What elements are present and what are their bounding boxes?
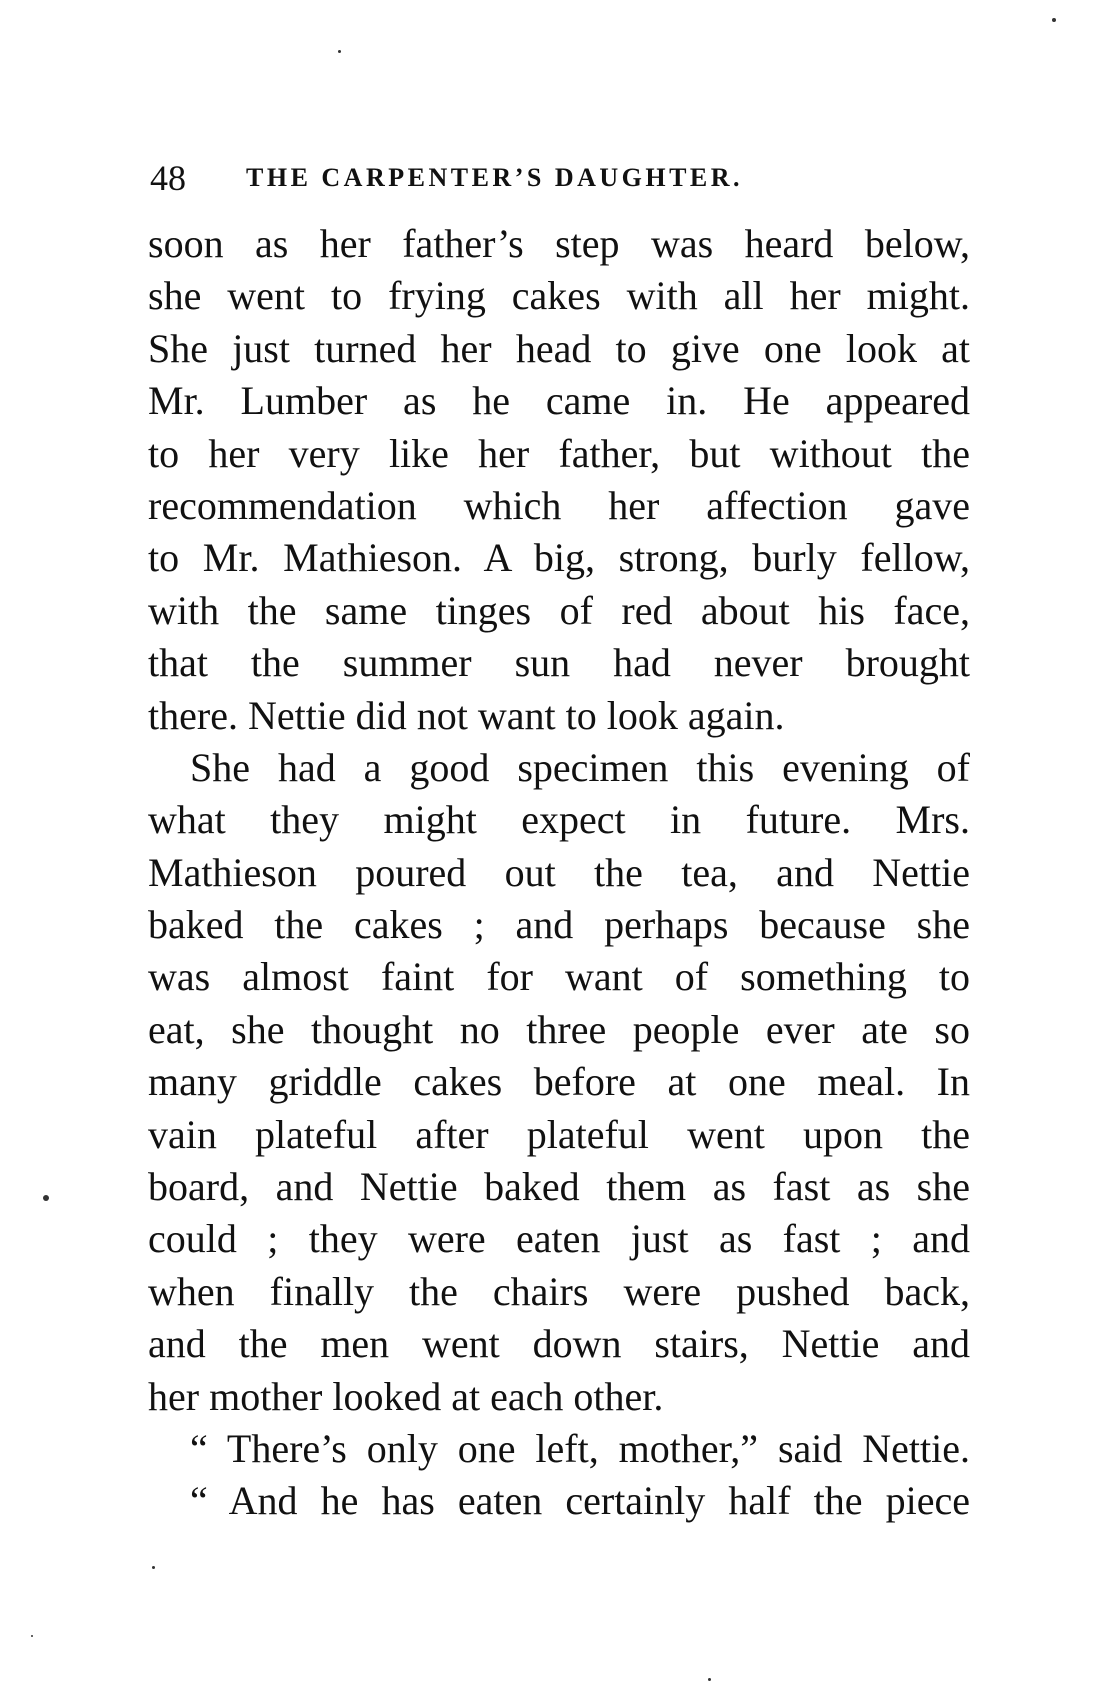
scan-speck: [43, 1195, 49, 1201]
scan-speck: [31, 1635, 33, 1637]
scan-speck: [152, 1566, 155, 1569]
paragraph-start-line: “ And he has eaten certainly half the piece: [190, 1478, 970, 1524]
text-line: eat, she thought no three people ever ate so: [148, 1006, 970, 1052]
text-line: recommendation which her affection gave: [148, 482, 970, 528]
text-line: was almost faint for want of something to: [148, 954, 970, 1000]
text-line: with the same tinges of red about his face,: [148, 587, 970, 633]
scan-speck: [708, 1678, 711, 1681]
text-line: that the summer sun had never brought: [148, 640, 970, 686]
text-line: Mr. Lumber as he came in. He appeared: [148, 378, 970, 424]
text-line: she went to frying cakes with all her might.: [148, 273, 970, 319]
text-line: baked the cakes ; and perhaps because she: [148, 902, 970, 948]
body-text: [148, 218, 970, 1528]
text-line: many griddle cakes before at one meal. In: [148, 1059, 970, 1105]
scan-speck: [1052, 18, 1056, 22]
paragraph-start-line: She had a good specimen this evening of: [190, 744, 970, 790]
text-line: to Mr. Mathieson. A big, strong, burly fellow,: [148, 535, 970, 581]
text-line: vain plateful after plateful went upon the: [148, 1111, 970, 1157]
text-line: Mathieson poured out the tea, and Nettie: [148, 849, 970, 895]
paragraph-start-line: “ There’s only one left, mother,” said Nettie.: [190, 1425, 970, 1471]
text-line: when finally the chairs were pushed back,: [148, 1268, 970, 1314]
text-line: soon as her father’s step was heard below,: [148, 221, 970, 266]
page-header: [150, 150, 970, 206]
text-line: and the men went down stairs, Nettie and: [148, 1321, 970, 1367]
text-line: there. Nettie did not want to look again.: [148, 692, 785, 738]
text-line: what they might expect in future. Mrs.: [148, 797, 970, 843]
text-line: to her very like her father, but without the: [148, 430, 970, 476]
text-line: She just turned her head to give one look at: [148, 325, 970, 371]
text-line: board, and Nettie baked them as fast as she: [148, 1164, 970, 1210]
page-number: 48: [150, 158, 186, 198]
scan-speck: [338, 50, 341, 53]
text-line: her mother looked at each other.: [148, 1373, 664, 1419]
running-title: THE CARPENTER’S DAUGHTER.: [246, 163, 744, 192]
text-line: could ; they were eaten just as fast ; and: [148, 1216, 970, 1262]
